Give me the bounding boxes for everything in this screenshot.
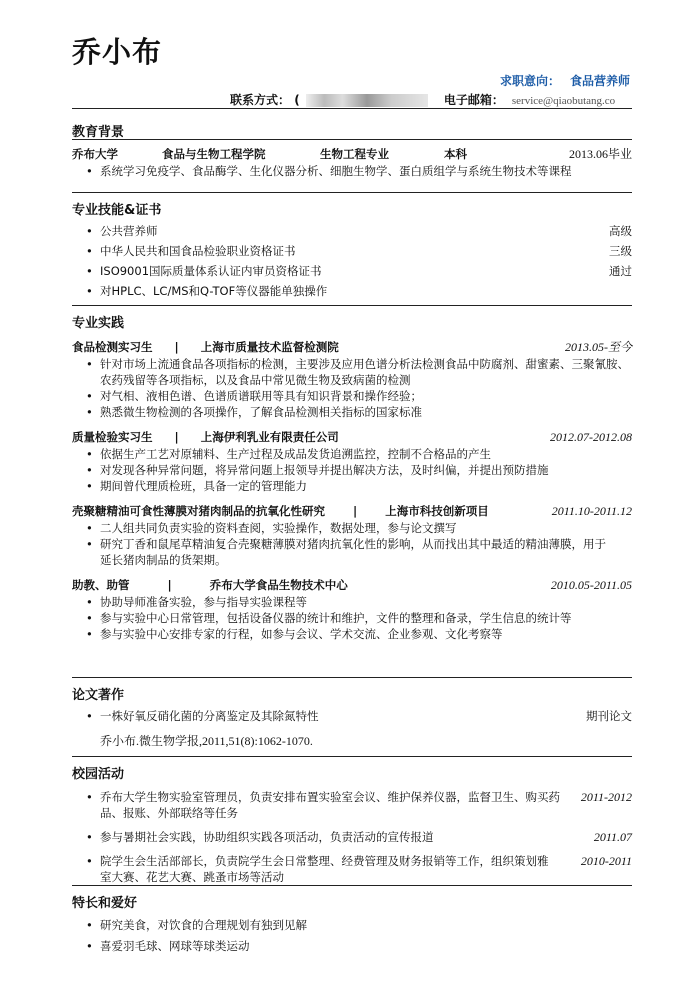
job-role: 壳聚糖精油可食性薄膜对猪肉制品的抗氧化性研究: [72, 504, 325, 518]
list-item: • 对发现各种异常问题，将异常问题上报领导并提出解决方法，及时纠偏，并提出预防措施: [72, 462, 632, 478]
job-role: 质量检验实习生: [72, 430, 153, 444]
job-header: 食品检测实习生 | 上海市质量技术监督检测院 2013.05-至今: [72, 340, 632, 354]
skill-name: ISO9001国际质量体系认证内审员资格证书: [100, 264, 322, 278]
list-item: [72, 261, 632, 281]
list-item: [72, 241, 632, 261]
section-title: 校园活动: [72, 767, 125, 782]
list-item: • 对气相、液相色谱、色谱质谱联用等具有知识背景和操作经验；: [72, 388, 632, 404]
skill-level: 三级: [609, 244, 632, 258]
list-item: [72, 221, 632, 241]
list-item: • 系统学习免疫学、食品酶学、生化仪器分析、细胞生物学、蛋白质组学与系统生物技术等课程: [72, 163, 632, 179]
list-item: [72, 281, 632, 301]
job-header: 助教、助管 | 乔布大学食品生物技术中心 2010.05-2011.05: [72, 578, 632, 592]
list-item: • 参与暑期社会实践，协助组织实践各项活动，负责活动的宣传报道 2011.07: [72, 829, 632, 845]
job-org: 乔布大学食品生物技术中心: [209, 578, 348, 592]
skill-name: 对HPLC、LC/MS和Q-TOF等仪器能单独操作: [100, 284, 328, 298]
contact-line: [230, 91, 615, 108]
job-intent-value: 食品营养师: [569, 74, 630, 88]
job-date: 2011.10-2011.12: [551, 504, 632, 518]
section-title: 论文著作: [72, 688, 125, 703]
college: 食品与生物工程学院: [162, 147, 266, 161]
email-value: service@qiaobutang.co: [511, 95, 616, 107]
job-intent: [500, 72, 630, 89]
job-entry: [72, 502, 632, 568]
job-date: 2012.07-2012.08: [550, 430, 632, 444]
skill-name: 公共营养师: [100, 224, 158, 238]
activity-date: 2011-2012: [580, 790, 632, 804]
list-item: • 熟悉微生物检测的各项操作，了解食品检测相关指标的国家标准: [72, 404, 632, 420]
list-item: • 参与实验中心日常管理，包括设备仪器的统计和维护，文件的整理和备录，学生信息的统计等: [72, 610, 632, 626]
list-item: • 乔布大学生物实验室管理员，负责安排布置实验室会议、维护保养仪器，监督卫生、购买药 品、报账、外部联络等任务 2011-2012: [72, 789, 632, 821]
contact-label: 联系方式：: [230, 93, 291, 107]
activity-date: 2011.07: [593, 830, 632, 844]
job-entry: [72, 338, 632, 420]
job-intent-label: 求职意向：: [499, 74, 560, 88]
graduation-date: 2013.06毕业: [568, 147, 632, 161]
degree: 本科: [444, 147, 467, 161]
section-title: 专业实践: [72, 316, 125, 331]
list-item: • 研究美食，对饮食的合理规划有独到见解: [72, 914, 632, 936]
skill-name: 中华人民共和国食品检验职业资格证书: [100, 244, 296, 258]
job-org: 上海市质量技术监督检测院: [200, 340, 339, 354]
job-date: 2010.05-2011.05: [550, 578, 632, 592]
section-title: 专业技能&证书: [72, 203, 162, 218]
job-org: 上海伊利乳业有限责任公司: [200, 430, 339, 444]
list-item: • 二人组共同负责实验的资料查阅，实验操作，数据处理，参与论文撰写: [72, 520, 632, 536]
skills-section: [72, 192, 632, 301]
campus-section: [72, 756, 632, 885]
job-date: 2013.05-至今: [565, 340, 632, 354]
candidate-name: 乔小布: [72, 35, 163, 69]
education-section: [72, 108, 632, 179]
job-entry: [72, 428, 632, 494]
list-item: • 协助导师准备实验，参与指导实验课程等: [72, 594, 632, 610]
paper-citation: 乔小布.微生物学报,2011,51(8):1062-1070.: [100, 734, 313, 748]
activity-date: 2010-2011: [580, 854, 632, 868]
major: 生物工程专业: [320, 147, 389, 161]
job-role: 食品检测实习生: [72, 340, 153, 354]
list-item: [72, 708, 632, 724]
practice-section: [72, 305, 632, 642]
section-title: 特长和爱好: [72, 896, 138, 911]
job-entry: [72, 576, 632, 642]
hobbies-section: [72, 885, 632, 956]
skill-level: 通过: [609, 264, 632, 278]
redacted-phone: [306, 94, 428, 107]
paper-title: 一株好氧反硝化菌的分离鉴定及其除氮特性: [100, 709, 319, 723]
job-org: 上海市科技创新项目: [385, 504, 489, 518]
list-item: • 依据生产工艺对原辅料、生产过程及成品发货追溯监控，控制不合格品的产生: [72, 446, 632, 462]
list-item: • 期间曾代理质检班，具备一定的管理能力: [72, 478, 632, 494]
job-role: 助教、助管: [72, 578, 130, 592]
list-item: • 院学生会生活部部长，负责院学生会日常整理、经费管理及财务报销等工作，组织策划雅 室大赛、花艺大赛、跳蚤市场等活动 2010-2011: [72, 853, 632, 885]
list-item: • 研究丁香和鼠尾草精油复合壳聚糖薄膜对猪肉抗氧化性的影响，从而找出其中最适的精油薄膜，用于 延长猪肉制品的货架期。: [72, 536, 632, 568]
contact-value: (: [294, 93, 300, 107]
papers-section: [72, 677, 632, 749]
section-title: 教育背景: [72, 121, 632, 140]
paper-type: 期刊论文: [586, 709, 632, 723]
skill-level: 高级: [609, 224, 632, 238]
email-label: 电子邮箱：: [443, 93, 504, 107]
list-item: • 喜爱羽毛球、网球等球类运动: [72, 936, 632, 956]
list-item: • 参与实验中心安排专家的行程，如参与会议、学术交流、企业参观、文化考察等: [72, 626, 632, 642]
job-header: 壳聚糖精油可食性薄膜对猪肉制品的抗氧化性研究 | 上海市科技创新项目 2011.10-2011.12: [72, 504, 632, 518]
school: 乔布大学: [72, 147, 118, 161]
list-item: • 针对市场上流通食品各项指标的检测，主要涉及应用色谱分析法检测食品中防腐剂、甜蜜素、三聚氰胺、 农药残留等各项指标，以及食品中常见微生物及致病菌的检测: [72, 356, 632, 388]
job-header: 质量检验实习生 | 上海伊利乳业有限责任公司 2012.07-2012.08: [72, 430, 632, 444]
education-row: [72, 145, 632, 163]
